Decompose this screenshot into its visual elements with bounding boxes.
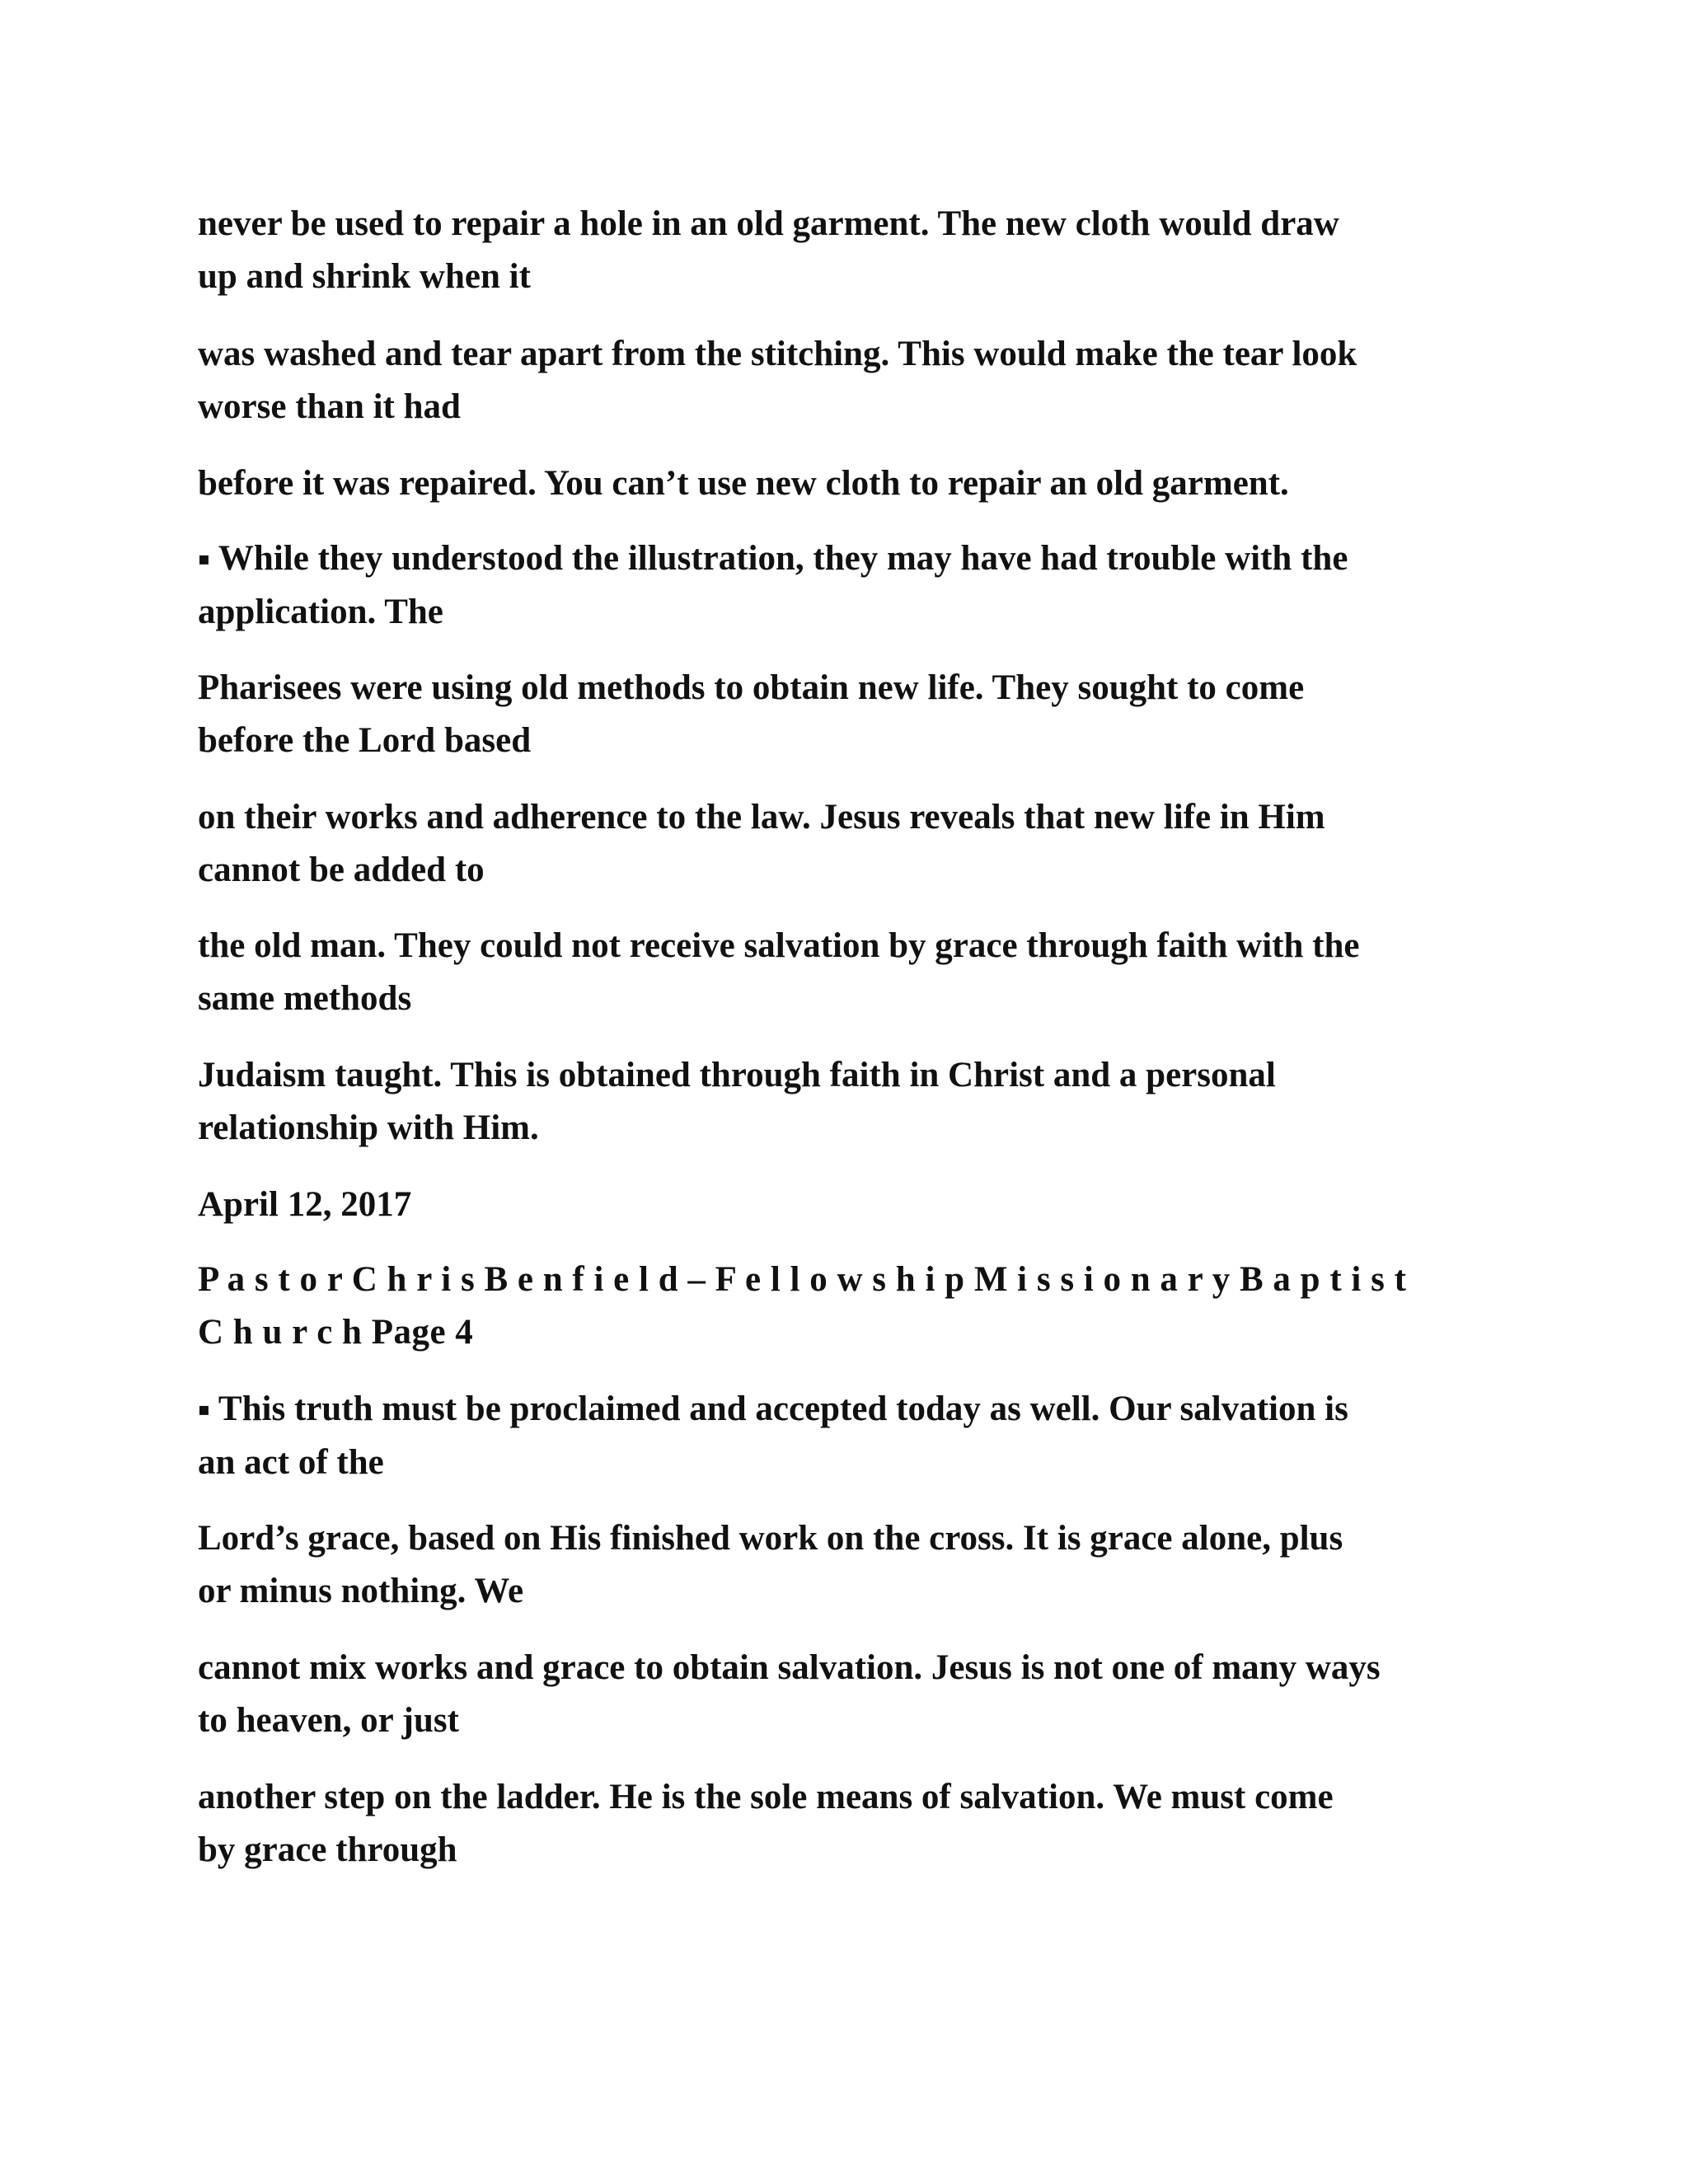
text-line: on their works and adherence to the law. Jesus reveals that new life in Him xyxy=(198,798,1325,837)
text-line: cannot be added to xyxy=(198,851,485,889)
paragraph-10 xyxy=(198,1512,1500,1618)
paragraph-1 xyxy=(198,198,1500,303)
text-line: application. The xyxy=(198,593,443,631)
bullet-icon: ▪ xyxy=(198,1399,210,1420)
date-text: April 12, 2017 xyxy=(198,1185,412,1224)
text-line: Pharisees were using old methods to obtain new life. They sought to come xyxy=(198,668,1305,707)
text-line: by grace through xyxy=(198,1830,457,1869)
text-line: or minus nothing. We xyxy=(198,1572,524,1610)
paragraph-5 xyxy=(198,662,1500,767)
bullet-icon: ▪ xyxy=(198,549,210,569)
paragraph-4 xyxy=(198,532,1500,639)
paragraph-3 xyxy=(198,457,1500,510)
footer-author-line: P a s t o r C h r i s B e n f i e l d – F e l l o w s h i p M i s s i o n a r y B a p t i s t xyxy=(198,1260,1407,1299)
text-line-content: This truth must be proclaimed and accepted today as well. Our salvation is xyxy=(218,1390,1348,1428)
paragraph-12 xyxy=(198,1771,1500,1877)
text-line: same methods xyxy=(198,979,412,1018)
footer-date xyxy=(198,1179,1500,1231)
text-line: an act of the xyxy=(198,1443,384,1482)
text-line: the old man. They could not receive salvation by grace through faith with the xyxy=(198,926,1360,965)
paragraph-8 xyxy=(198,1049,1500,1155)
text-line: cannot mix works and grace to obtain salvation. Jesus is not one of many ways xyxy=(198,1648,1381,1687)
text-line-content: While they understood the illustration, they may have had trouble with the xyxy=(218,539,1348,578)
text-line: never be used to repair a hole in an old garment. The new cloth would draw xyxy=(198,204,1339,243)
paragraph-9 xyxy=(198,1383,1500,1489)
paragraph-6 xyxy=(198,791,1500,897)
text-line: worse than it had xyxy=(198,387,461,426)
footer-page-line: C h u r c h Page 4 xyxy=(198,1313,474,1352)
text-line: up and shrink when it xyxy=(198,257,531,296)
paragraph-11 xyxy=(198,1642,1500,1747)
text-line: Judaism taught. This is obtained through faith in Christ and a personal xyxy=(198,1056,1276,1094)
text-line xyxy=(198,1383,1500,1436)
text-line: relationship with Him. xyxy=(198,1108,539,1147)
page-footer xyxy=(198,1254,1500,1359)
text-line: to heaven, or just xyxy=(198,1701,459,1740)
text-line: was washed and tear apart from the stitching. This would make the tear look xyxy=(198,335,1357,373)
text-line xyxy=(198,532,1500,586)
text-line: before the Lord based xyxy=(198,721,532,760)
paragraph-7 xyxy=(198,920,1500,1025)
text-line: before it was repaired. You can’t use new cloth to repair an old garment. xyxy=(198,464,1289,503)
text-line: another step on the ladder. He is the sole means of salvation. We must come xyxy=(198,1778,1334,1816)
text-line: Lord’s grace, based on His finished work on the cross. It is grace alone, plus xyxy=(198,1519,1343,1558)
paragraph-2 xyxy=(198,328,1500,434)
